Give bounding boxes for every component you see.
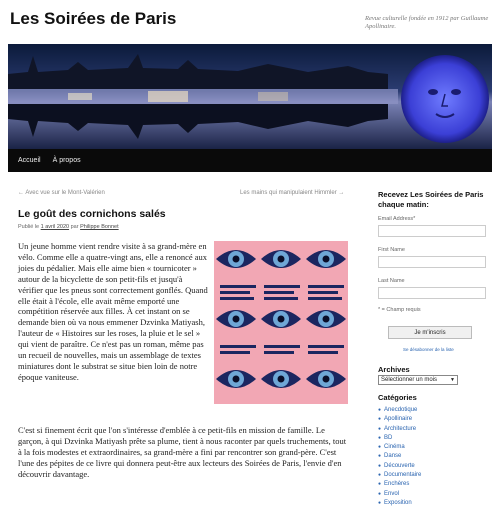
bullet-icon: ● [378, 490, 382, 497]
post-date-link[interactable]: 1 avril 2020 [40, 224, 70, 230]
category-label[interactable]: Cinéma [384, 444, 405, 451]
first-name-field[interactable] [378, 256, 486, 268]
bullet-icon: ● [378, 444, 382, 451]
site-title[interactable]: Les Soirées de Paris [10, 9, 177, 28]
last-name-field[interactable] [378, 287, 486, 299]
header-banner-image[interactable] [8, 44, 492, 149]
category-label[interactable]: Danse [384, 453, 402, 460]
category-item[interactable] [378, 452, 421, 461]
category-item[interactable] [378, 490, 421, 499]
nav-item-a-propos[interactable]: À propos [52, 157, 81, 164]
bullet-icon: ● [378, 472, 382, 479]
nav-item-accueil[interactable]: Accueil [18, 157, 41, 164]
category-item[interactable] [378, 462, 421, 471]
unsubscribe-link[interactable]: Se désabonner de la liste [403, 347, 454, 352]
bullet-icon: ● [378, 425, 382, 432]
category-item[interactable] [378, 480, 421, 489]
meta-prefix: Publié le [18, 224, 40, 230]
previous-post-link[interactable]: ← Avec vue sur le Mont-Valérien [18, 190, 105, 196]
next-post-link[interactable]: Les mains qui manipulaient Himmler → [240, 190, 345, 196]
archives-selected-value: Sélectionner un mois [381, 377, 438, 383]
site-description: Revue culturelle fondée en 1912 par Guillaume Apollinaire. [365, 15, 489, 30]
category-item[interactable] [378, 499, 421, 508]
post-meta [18, 224, 119, 230]
bullet-icon: ● [378, 453, 382, 460]
post-author-link[interactable]: Philippe Bonnet [80, 224, 119, 230]
email-field[interactable] [378, 225, 486, 237]
category-label[interactable]: BD [384, 434, 393, 441]
category-item[interactable] [378, 434, 421, 443]
book-cover-image[interactable] [214, 241, 348, 404]
post-paragraph-1: Un jeune homme vient rendre visite à sa grand-mère en vélo. Comme elle a quatre-vingt ans, elle a renoncé aux joies du pédalier. Mais elle aime bien « tournicoter » autour de la bicyclette de son petit-fils et jusqu'à vérifier que les pneus sont correctement gonflés. Quand elle était à l'école, elle avait même emporté une compétition réservée aux filles. À cet instant on se demande bien où va nous emmener Dzvinka Matiyash, l'auteur de « Histoires sur les roses, la pluie et le sel » qui vient de paraître. Ce n'est pas un roman, même pas un recueil de nouvelles, mais un assemblage de textes miniatures dont le substrat se situe bien loin de notre époque vaniteuse. [18, 241, 208, 382]
category-item[interactable] [378, 443, 421, 452]
bullet-icon: ● [378, 481, 382, 488]
category-label[interactable]: Apollinaire [384, 416, 413, 423]
post-title[interactable]: Le goût des cornichons salés [18, 208, 166, 220]
bullet-icon: ● [378, 407, 382, 413]
first-name-label: First Name [378, 247, 405, 253]
category-item[interactable] [378, 425, 421, 434]
bullet-icon: ● [378, 499, 382, 506]
category-label[interactable]: Découverte [384, 462, 415, 469]
category-label[interactable]: Exposition [384, 499, 412, 506]
category-label[interactable]: Anecdotique [384, 407, 418, 413]
category-label[interactable]: Architecture [384, 425, 417, 432]
post-paragraph-2: C'est si finement écrit que l'on s'intéresse d'emblée à ce petit-fils en mission de famille. Le garçon, à qui Dzvinka Matiyash prête sa plume, tient à nous raconter par quels truchements, tout à la fois modestes et extraordinaires, sa grand-mère a fini par rencontrer son grand-père. C'est l'une des pépites de ce livre qui donnera peut-être aux lecteurs des Soirées de Paris, l'envie d'en découvrir davantage. [18, 425, 347, 479]
last-name-label: Last Name [378, 278, 405, 284]
meta-by: par [70, 224, 79, 230]
bullet-icon: ● [378, 434, 382, 441]
subscribe-button[interactable]: Je m'inscris [388, 326, 472, 339]
category-label[interactable]: Envol [384, 490, 400, 497]
email-label: Email Address* [378, 216, 416, 222]
main-nav [8, 149, 492, 172]
required-note: * = Champ requis [378, 307, 421, 313]
bullet-icon: ● [378, 416, 382, 423]
categories-title: Catégories [378, 393, 417, 402]
category-label[interactable]: Enchères [384, 481, 410, 488]
archives-select[interactable] [378, 375, 458, 385]
bullet-icon: ● [378, 462, 382, 469]
newsletter-title: Recevez Les Soirées de Paris chaque matin: [378, 190, 484, 209]
categories-list [378, 406, 421, 508]
category-item[interactable] [378, 415, 421, 424]
category-label[interactable]: Documentaire [384, 472, 422, 479]
chevron-down-icon: ▼ [450, 377, 455, 383]
category-item[interactable] [378, 406, 421, 415]
category-item[interactable] [378, 471, 421, 480]
archives-title: Archives [378, 365, 410, 374]
